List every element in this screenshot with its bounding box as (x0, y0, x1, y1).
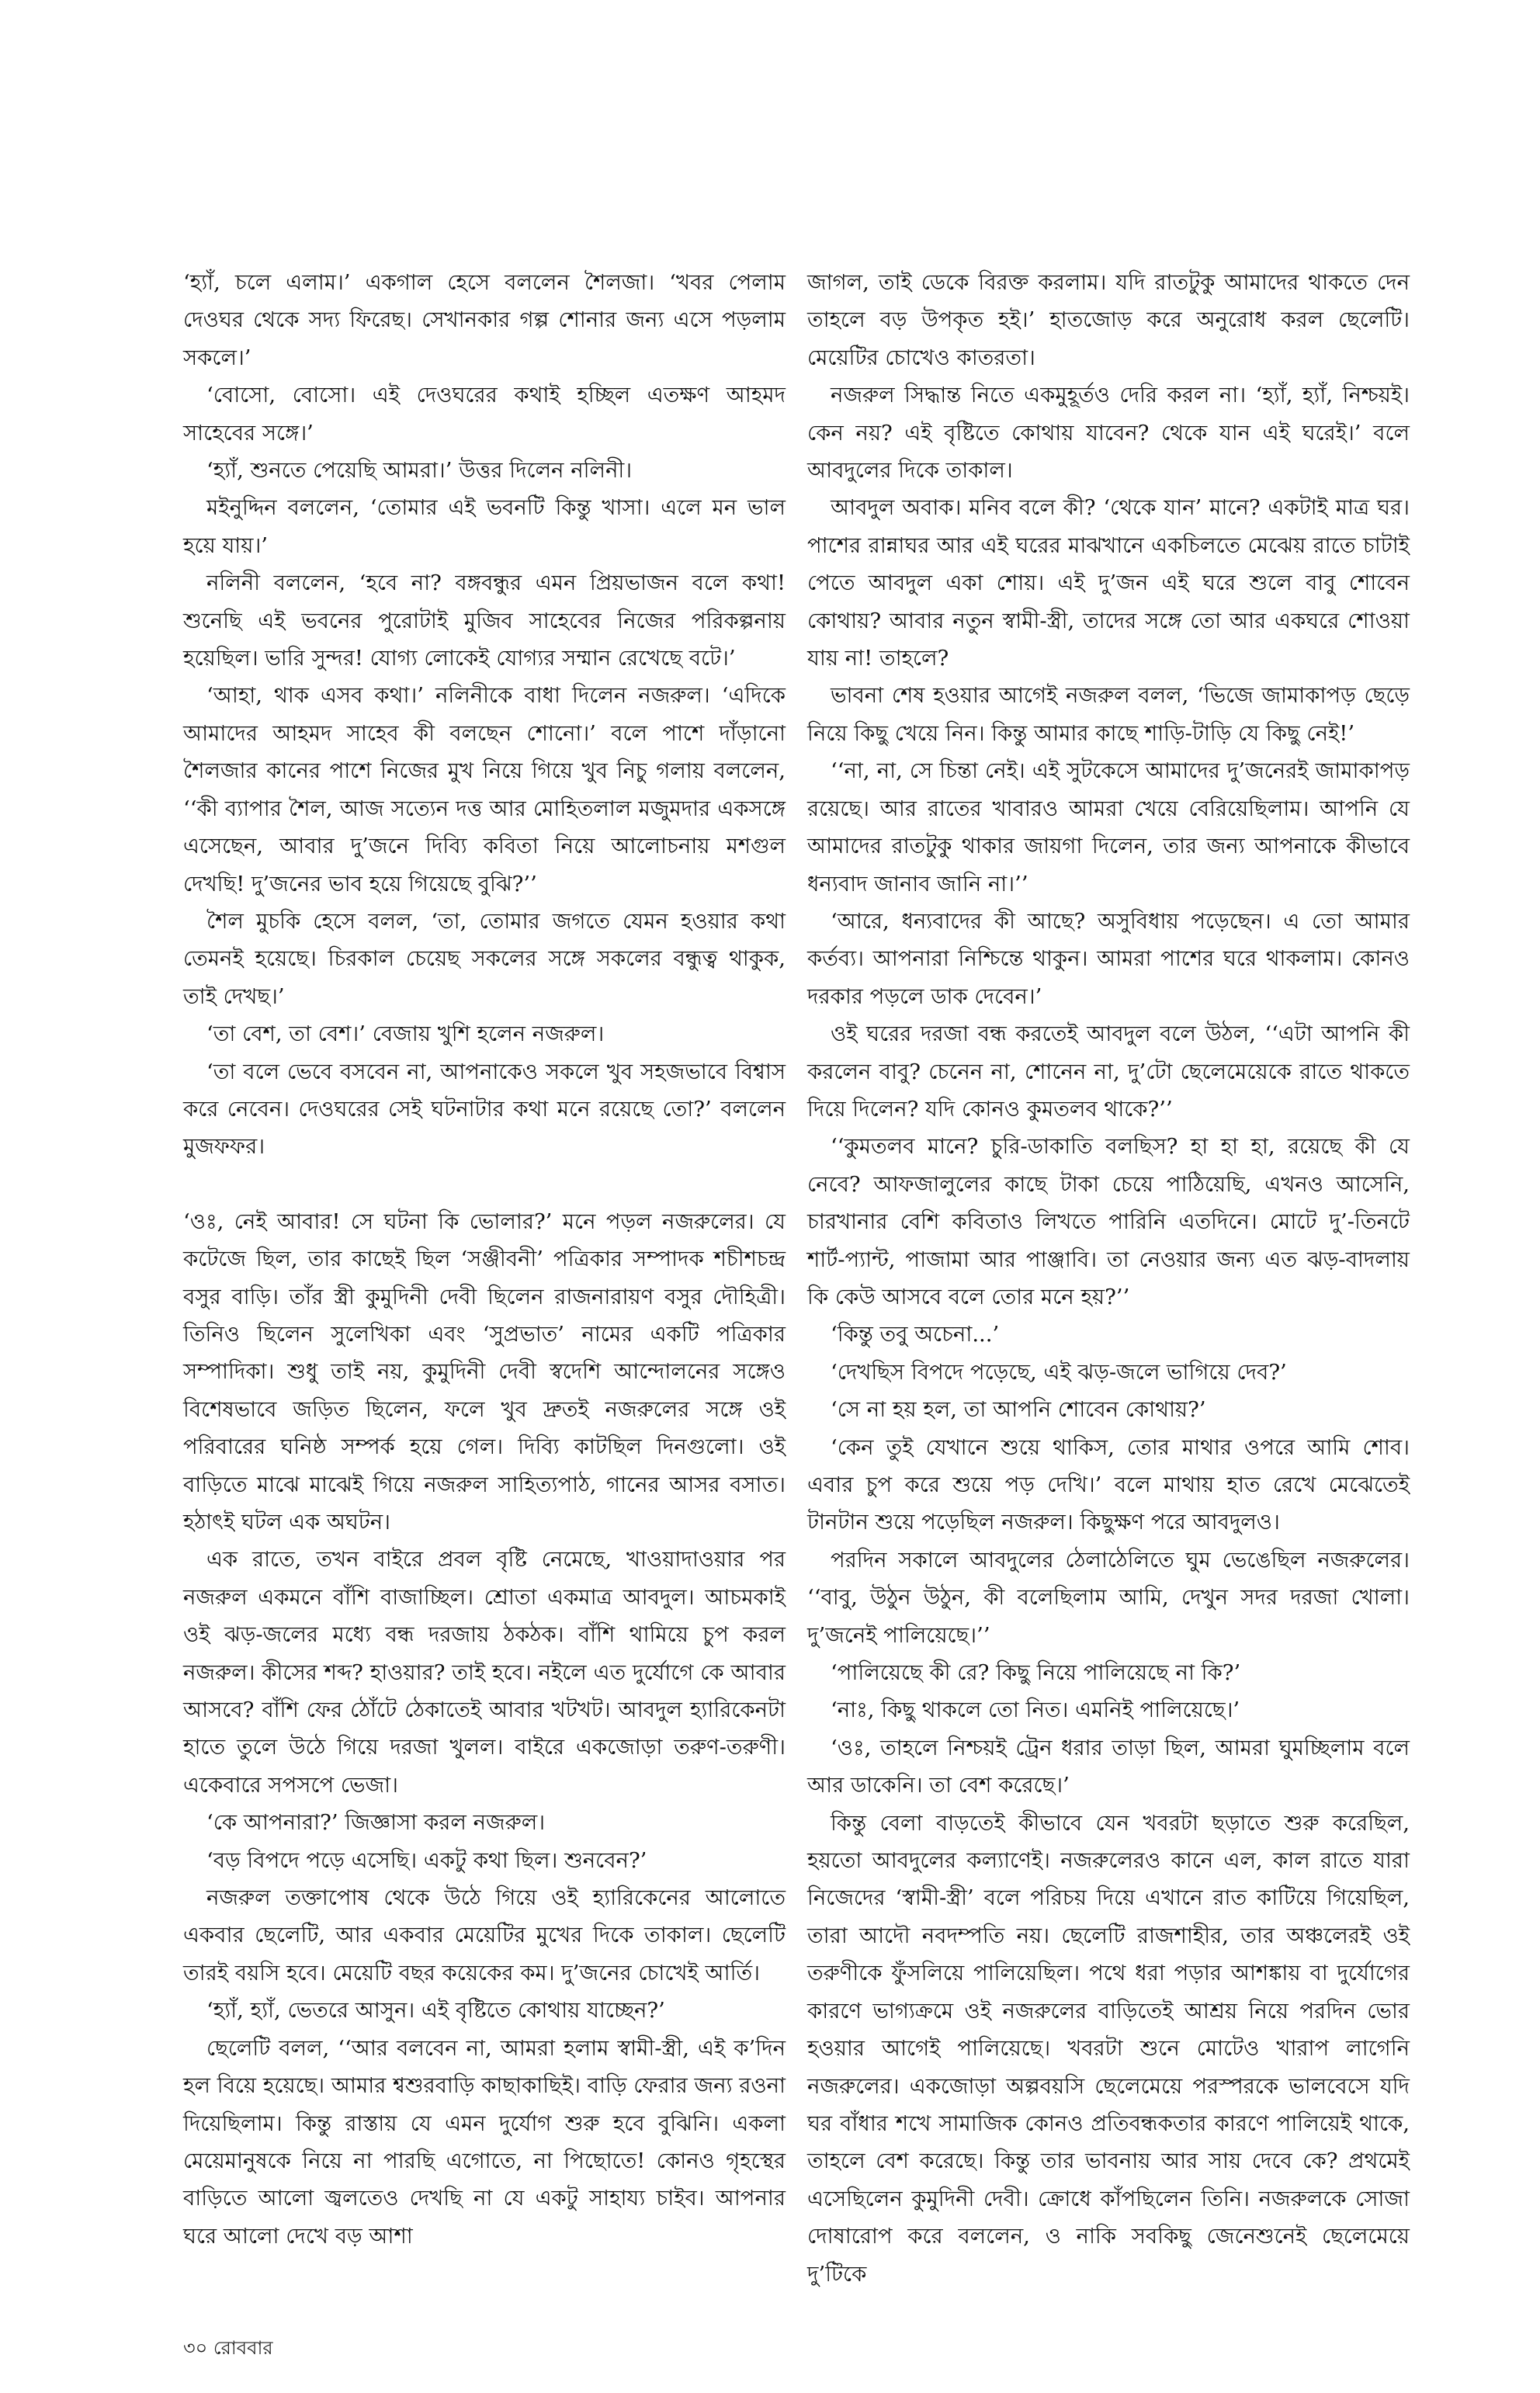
paragraph: ‘তা বেশ, তা বেশ।’ বেজায় খুশি হলেন নজরুল। (206, 1021, 605, 1047)
section-break (183, 1166, 786, 1203)
paragraph: পরদিন সকালে আবদুলের ঠেলাঠেলিতে ঘুম ভেঙেছিল নজরুলের। ‘‘বাবু, উঠুন উঠুন, কী বলেছিলাম আমি, দেখুন সদর দরজা খোলা। দু’জনেই পালিয়েছে।’’ (807, 1547, 1410, 1648)
paragraph: ‘আরে, ধন্যবাদের কী আছে? অসুবিধায় পড়েছেন। এ তো আমার কর্তব্য। আপনারা নিশ্চিন্তে থাকুন। আমরা পাশের ঘরে থাকলাম। কোনও দরকার পড়লে ডাক দেবেন।’ (807, 908, 1410, 1009)
paragraph: ‘দেখছিস বিপদে পড়েছে, এই ঝড়-জলে ভাগিয়ে দেব?’ (831, 1359, 1287, 1385)
paragraph: ‘তা বলে ভেবে বসবেন না, আপনাকেও সকলে খুব সহজভাবে বিশ্বাস করে নেবেন। দেওঘরের সেই ঘটনাটার কথা মনে রয়েছে তো?’ বললেন মুজফফর। (183, 1059, 786, 1160)
paragraph: ‘বোসো, বোসো। এই দেওঘরের কথাই হচ্ছিল এতক্ষণ আহমদ সাহেবের সঙ্গে।’ (183, 383, 786, 446)
right-column (807, 264, 1410, 2293)
paragraph: শৈল মুচকি হেসে বলল, ‘তা, তোমার জগতে যেমন হওয়ার কথা তেমনই হয়েছে। চিরকাল চেয়েছ সকলের সঙ্গে সকলের বন্ধুত্ব থাকুক, তাই দেখছ।’ (183, 908, 786, 1009)
paragraph: ‘হ্যাঁ, হ্যাঁ, ভেতরে আসুন। এই বৃষ্টিতে কোথায় যাচ্ছেন?’ (206, 1998, 665, 2024)
paragraph: ‘বড় বিপদে পড়ে এসেছি। একটু কথা ছিল। শুনবেন?’ (206, 1847, 647, 1873)
paragraph: ‘‘না, না, সে চিন্তা নেই। এই সুটকেসে আমাদের দু’জনেরই জামাকাপড় রয়েছে। আর রাতের খাবারও আমরা খেয়ে বেরিয়েছিলাম। আপনি যে আমাদের রাতটুকু থাকার জায়গা দিলেন, তার জন্য আপনাকে কীভাবে ধন্যবাদ জানাব জানি না।’’ (807, 758, 1410, 897)
paragraph: নলিনী বললেন, ‘হবে না? বঙ্গবন্ধুর এমন প্রিয়ভাজন বলে কথা! শুনেছি এই ভবনের পুরোটাই মুজিব সাহেবের নিজের পরিকল্পনায় হয়েছিল। ভারি সুন্দর! যোগ্য লোকেই যোগ্যর সম্মান রেখেছে বটে।’ (183, 571, 786, 671)
paragraph: নজরুল তক্তাপোষ থেকে উঠে গিয়ে ওই হ্যারিকেনের আলোতে একবার ছেলেটি, আর একবার মেয়েটির মুখের দিকে তাকাল। ছেলেটি তারই বয়সি হবে। মেয়েটি বছর কয়েকের কম। দু’জনের চোখেই আর্তি। (183, 1885, 786, 1985)
paragraph: নজরুল সিদ্ধান্ত নিতে একমুহূর্তও দেরি করল না। ‘হ্যাঁ, হ্যাঁ, নিশ্চয়ই। কেন নয়? এই বৃষ্টিতে কোথায় যাবেন? থেকে যান এই ঘরেই।’ বলে আবদুলের দিকে তাকাল। (807, 383, 1410, 484)
paragraph: ‘পালিয়েছে কী রে? কিছু নিয়ে পালিয়েছে না কি?’ (831, 1660, 1241, 1686)
paragraph: ‘ওঃ, তাহলে নিশ্চয়ই ট্রেন ধরার তাড়া ছিল, আমরা ঘুমচ্ছিলাম বলে আর ডাকেনি। তা বেশ করেছে।’ (807, 1735, 1410, 1798)
paragraph: মইনুদ্দিন বললেন, ‘তোমার এই ভবনটি কিন্তু খাসা। এলে মন ভাল হয়ে যায়।’ (183, 495, 786, 558)
paragraph: ছেলেটি বলল, ‘‘আর বলবেন না, আমরা হলাম স্বামী-স্ত্রী, এই ক’দিন হল বিয়ে হয়েছে। আমার শ্বশুরবাড়ি কাছাকাছিই। বাড়ি ফেরার জন্য রওনা দিয়েছিলাম। কিন্তু রাস্তায় যে এমন দুর্যোগ শুরু হবে বুঝিনি। একলা মেয়েমানুষকে নিয়ে না পারছি এগোতে, না পিছোতে! কোনও গৃহস্থের বাড়িতে আলো জ্বলতেও দেখছি না যে একটু সাহায্য চাইব। আপনার ঘরে আলো দেখে বড় আশা (183, 2035, 786, 2249)
paragraph: এক রাতে, তখন বাইরে প্রবল বৃষ্টি নেমেছে, খাওয়াদাওয়ার পর নজরুল একমনে বাঁশি বাজাচ্ছিল। শ্রোতা একমাত্র আবদুল। আচমকাই ওই ঝড়-জলের মধ্যে বন্ধ দরজায় ঠকঠক। বাঁশি থামিয়ে চুপ করল নজরুল। কীসের শব্দ? হাওয়ার? তাই হবে। নইলে এত দুর্যোগে কে আবার আসবে? বাঁশি ফের ঠোঁটে ঠেকাতেই আবার খটখট। আবদুল হ্যারিকেনটা হাতে তুলে উঠে গিয়ে দরজা খুলল। বাইরে একজোড়া তরুণ-তরুণী। একেবারে সপসপে ভেজা। (183, 1547, 786, 1798)
left-column (183, 264, 786, 2255)
paragraph: ‘কিন্তু তবু অচেনা...’ (831, 1322, 1000, 1347)
paragraph: আবদুল অবাক। মনিব বলে কী? ‘থেকে যান’ মানে? একটাই মাত্র ঘর। পাশের রান্নাঘর আর এই ঘরের মাঝখানে একচিলতে মেঝেয় রাতে চাটাই পেতে আবদুল একা শোয়। এই দু’জন এই ঘরে শুলে বাবু শোবেন কোথায়? আবার নতুন স্বামী-স্ত্রী, তাদের সঙ্গে তো আর একঘরে শোওয়া যায় না! তাহলে? (807, 495, 1410, 671)
paragraph: ‘কে আপনারা?’ জিজ্ঞাসা করল নজরুল। (206, 1810, 546, 1836)
paragraph: কিন্তু বেলা বাড়তেই কীভাবে যেন খবরটা ছড়াতে শুরু করেছিল, হয়তো আবদুলের কল্যাণেই। নজরুলেরও কানে এল, কাল রাতে যারা নিজেদের ‘স্বামী-স্ত্রী’ বলে পরিচয় দিয়ে এখানে রাত কাটিয়ে গিয়েছিল, তারা আদৌ নবদম্পতি নয়। ছেলেটি রাজশাহীর, তার অঞ্চলেরই ওই তরুণীকে ফুঁসলিয়ে পালিয়েছিল। পথে ধরা পড়ার আশঙ্কায় বা দুর্যোগের কারণে ভাগ্যক্রমে ওই নজরুলের বাড়িতেই আশ্রয় নিয়ে পরদিন ভোর হওয়ার আগেই পালিয়েছে। খবরটা শুনে মোটেও খারাপ লাগেনি নজরুলের। একজোড়া অল্পবয়সি ছেলেমেয়ে পরস্পরকে ভালবেসে যদি ঘর বাঁধার শখে সামাজিক কোনও প্রতিবন্ধকতার কারণে পালিয়েই থাকে, তাহলে বেশ করেছে। কিন্তু তার ভাবনায় আর সায় দেবে কে? প্রথমেই এসেছিলেন কুমুদিনী দেবী। ক্রোধে কাঁপছিলেন তিনি। নজরুলকে সোজা দোষারোপ করে বললেন, ও নাকি সবকিছু জেনেশুনেই ছেলেমেয়ে দু’টিকে (807, 1810, 1410, 2287)
paragraph: ‘ওঃ, নেই আবার! সে ঘটনা কি ভোলার?’ মনে পড়ল নজরুলের। যে কটেজে ছিল, তার কাছেই ছিল ‘সঞ্জীবনী’ পত্রিকার সম্পাদক শচীশচন্দ্র বসুর বাড়ি। তাঁর স্ত্রী কুমুদিনী দেবী ছিলেন রাজনারায়ণ বসুর দৌহিত্রী। তিনিও ছিলেন সুলেখিকা এবং ‘সুপ্রভাত’ নামের একটি পত্রিকার সম্পাদিকা। শুধু তাই নয়, কুমুদিনী দেবী স্বদেশি আন্দোলনের সঙ্গেও বিশেষভাবে জড়িত ছিলেন, ফলে খুব দ্রুতই নজরুলের সঙ্গে ওই পরিবারের ঘনিষ্ঠ সম্পর্ক হয়ে গেল। দিব্যি কাটছিল দিনগুলো। ওই বাড়িতে মাঝে মাঝেই গিয়ে নজরুল সাহিত্যপাঠ, গানের আসর বসাত। হঠাৎই ঘটল এক অঘটন। (183, 1209, 786, 1535)
paragraph: ‘‘কুমতলব মানে? চুরি-ডাকাতি বলছিস? হা হা হা, রয়েছে কী যে নেবে? আফজালুলের কাছে টাকা চেয়ে পাঠিয়েছি, এখনও আসেনি, চারখানার বেশি কবিতাও লিখতে পারিনি এতদিনে। মোটে দু’-তিনটে শার্ট-প্যান্ট, পাজামা আর পাঞ্জাবি। তা নেওয়ার জন্য এত ঝড়-বাদলায় কি কেউ আসবে বলে তোর মনে হয়?’’ (807, 1134, 1410, 1309)
paragraph: ‘আহা, থাক এসব কথা।’ নলিনীকে বাধা দিলেন নজরুল। ‘এদিকে আমাদের আহমদ সাহেব কী বলছেন শোনো।’ বলে পাশে দাঁড়ানো শৈলজার কানের পাশে নিজের মুখ নিয়ে গিয়ে খুব নিচু গলায় বললেন, ‘‘কী ব্যাপার শৈল, আজ সত্যেন দত্ত আর মোহিতলাল মজুমদার একসঙ্গে এসেছেন, আবার দু’জনে দিব্যি কবিতা নিয়ে আলোচনায় মশগুল দেখছি! দু’জনের ভাব হয়ে গিয়েছে বুঝি?’’ (183, 683, 786, 897)
paragraph: ‘সে না হয় হল, তা আপনি শোবেন কোথায়?’ (831, 1397, 1206, 1423)
paragraph: ‘কেন তুই যেখানে শুয়ে থাকিস, তোর মাথার ওপরে আমি শোব। এবার চুপ করে শুয়ে পড় দেখি।’ বলে মাথায় হাত রেখে মেঝেতেই টানটান শুয়ে পড়েছিল নজরুল। কিছুক্ষণ পরে আবদুলও। (807, 1434, 1410, 1535)
paragraph: জাগল, তাই ডেকে বিরক্ত করলাম। যদি রাতটুকু আমাদের থাকতে দেন তাহলে বড় উপকৃত হই।’ হাতজোড় করে অনুরোধ করল ছেলেটি। মেয়েটির চোখেও কাতরতা। (807, 270, 1410, 370)
paragraph: ওই ঘরের দরজা বন্ধ করতেই আবদুল বলে উঠল, ‘‘এটা আপনি কী করলেন বাবু? চেনেন না, শোনেন না, দু’টো ছেলেমেয়েকে রাতে থাকতে দিয়ে দিলেন? যদি কোনও কুমতলব থাকে?’’ (807, 1021, 1410, 1122)
paragraph: ‘নাঃ, কিছু থাকলে তো নিত। এমনিই পালিয়েছে।’ (831, 1698, 1240, 1723)
paragraph: ভাবনা শেষ হওয়ার আগেই নজরুল বলল, ‘ভিজে জামাকাপড় ছেড়ে নিয়ে কিছু খেয়ে নিন। কিন্তু আমার কাছে শাড়ি-টাড়ি যে কিছু নেই!’ (807, 683, 1410, 746)
paragraph: ‘হ্যাঁ, শুনতে পেয়েছি আমরা।’ উত্তর দিলেন নলিনী। (206, 458, 633, 484)
paragraph: ‘হ্যাঁ, চলে এলাম।’ একগাল হেসে বললেন শৈলজা। ‘খবর পেলাম দেওঘর থেকে সদ্য ফিরেছ। সেখানকার গল্প শোনার জন্য এসে পড়লাম সকলে।’ (183, 270, 786, 370)
page-folio: ৩০ রোববার (183, 2337, 273, 2359)
